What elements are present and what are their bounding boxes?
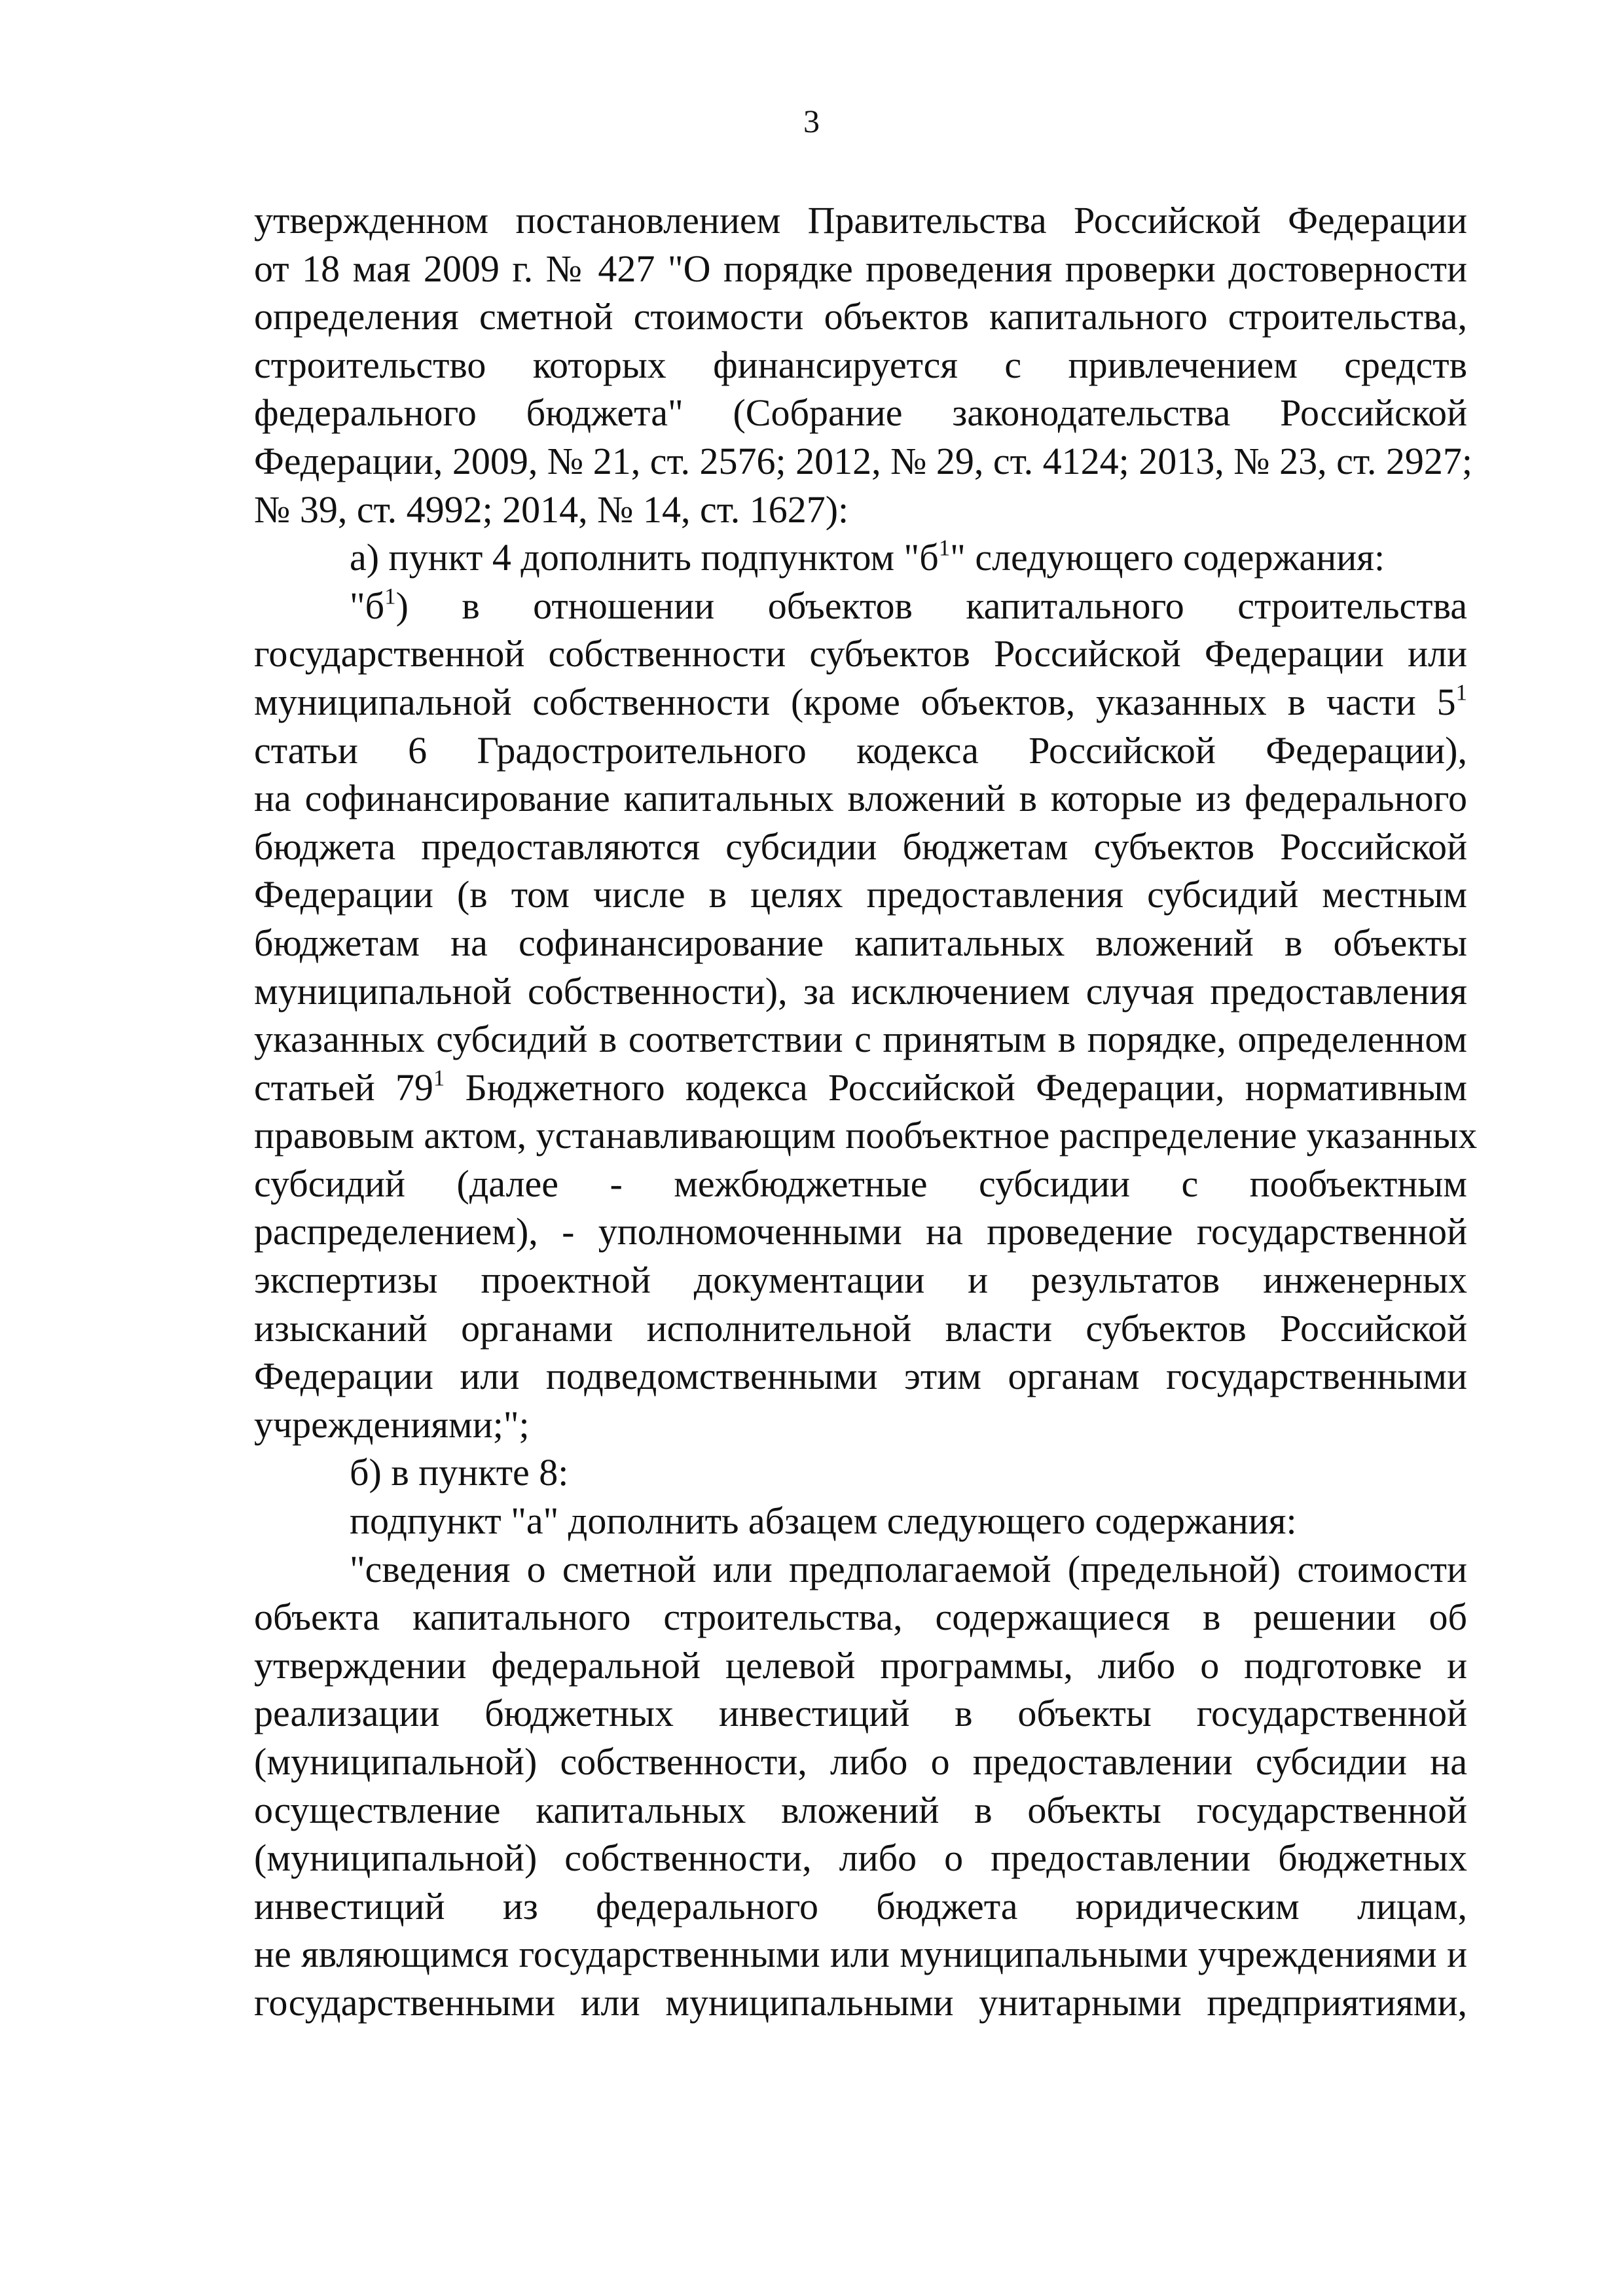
superscript-index: 1 bbox=[938, 535, 951, 561]
text-line: статьи 6 Градостроительного кодекса Российской Федерации), bbox=[254, 728, 1467, 772]
text-line: "сведения о сметной или предполагаемой (предельной) стоимости bbox=[350, 1547, 1467, 1590]
text-line bbox=[254, 582, 1467, 630]
text-line: бюджета предоставляются субсидии бюджетам субъектов Российской bbox=[254, 825, 1467, 868]
text-segment: а) пункт 4 дополнить подпунктом "б bbox=[350, 536, 939, 579]
text-line: (муниципальной) собственности, либо о предоставлении бюджетных bbox=[254, 1837, 1467, 1880]
text-line: бюджетам на софинансирование капитальных вложений в объекты bbox=[254, 921, 1467, 964]
text-line bbox=[254, 678, 1467, 726]
text-line: Федерации, 2009, № 21, ст. 2576; 2012, № 29, ст. 4124; 2013, № 23, ст. 2927; bbox=[254, 439, 1472, 482]
superscript-index: 1 bbox=[433, 1065, 445, 1091]
page-number: 3 bbox=[803, 103, 820, 139]
text-line: Федерации или подведомственными этим органам государственными bbox=[254, 1355, 1467, 1398]
text-line: определения сметной стоимости объектов капитального строительства, bbox=[254, 295, 1467, 338]
text-line: б) в пункте 8: bbox=[350, 1451, 569, 1494]
text-line: не являющимся государственными или муниципальными учреждениями и bbox=[254, 1933, 1467, 1976]
text-line: субсидий (далее - межбюджетные субсидии с пообъектным bbox=[254, 1162, 1467, 1205]
document-body bbox=[254, 196, 1478, 2027]
text-segment: ) в отношении объектов капитального строительства bbox=[395, 584, 1467, 627]
text-line: реализации бюджетных инвестиций в объекты государственной bbox=[254, 1692, 1467, 1735]
text-line: государственными или муниципальными унитарными предприятиями, bbox=[254, 1981, 1467, 2024]
text-segment: "б bbox=[350, 584, 385, 627]
text-line: правовым актом, устанавливающим пообъектное распределение указанных bbox=[254, 1114, 1478, 1157]
text-line: осуществление капитальных вложений в объекты государственной bbox=[254, 1788, 1467, 1831]
text-line: на софинансирование капитальных вложений в которые из федерального bbox=[254, 777, 1467, 820]
text-line: распределением), - уполномоченными на проведение государственной bbox=[254, 1210, 1467, 1253]
text-line bbox=[254, 533, 1467, 582]
text-line: учреждениями;"; bbox=[254, 1403, 530, 1446]
text-line: федерального бюджета" (Собрание законодательства Российской bbox=[254, 391, 1467, 435]
text-line: Федерации (в том числе в целях предоставления субсидий местным bbox=[254, 873, 1467, 916]
text-segment: Бюджетного кодекса Российской Федерации, нормативным bbox=[445, 1066, 1467, 1109]
text-line: (муниципальной) собственности, либо о предоставлении субсидии на bbox=[254, 1740, 1467, 1783]
text-line: утверждении федеральной целевой программы, либо о подготовке и bbox=[254, 1643, 1467, 1687]
superscript-index: 1 bbox=[384, 583, 396, 609]
text-line: утвержденном постановлением Правительства Российской Федерации bbox=[254, 199, 1467, 242]
text-segment: муниципальной собственности (кроме объектов, указанных в части 5 bbox=[254, 680, 1456, 723]
text-line: государственной собственности субъектов Российской Федерации или bbox=[254, 632, 1467, 675]
text-line: муниципальной собственности), за исключением случая предоставления bbox=[254, 969, 1467, 1013]
text-line: экспертизы проектной документации и результатов инженерных bbox=[254, 1259, 1467, 1302]
text-line: подпункт "а" дополнить абзацем следующего содержания: bbox=[350, 1499, 1297, 1543]
text-line: от 18 мая 2009 г. № 427 "О порядке проведения проверки достоверности bbox=[254, 247, 1467, 290]
text-line: изысканий органами исполнительной власти субъектов Российской bbox=[254, 1306, 1467, 1350]
text-line: строительство которых финансируется с привлечением средств bbox=[254, 343, 1467, 386]
text-line: указанных субсидий в соответствии с принятым в порядке, определенном bbox=[254, 1018, 1467, 1061]
text-line: № 39, ст. 4992; 2014, № 14, ст. 1627): bbox=[254, 488, 849, 531]
text-line: инвестиций из федерального бюджета юридическим лицам, bbox=[254, 1884, 1467, 1928]
text-segment: " следующего содержания: bbox=[950, 536, 1385, 579]
text-segment: статьей 79 bbox=[254, 1066, 433, 1109]
superscript-index: 1 bbox=[1455, 679, 1467, 706]
text-line: объекта капитального строительства, содержащиеся в решении об bbox=[254, 1596, 1467, 1639]
text-line bbox=[254, 1064, 1467, 1112]
